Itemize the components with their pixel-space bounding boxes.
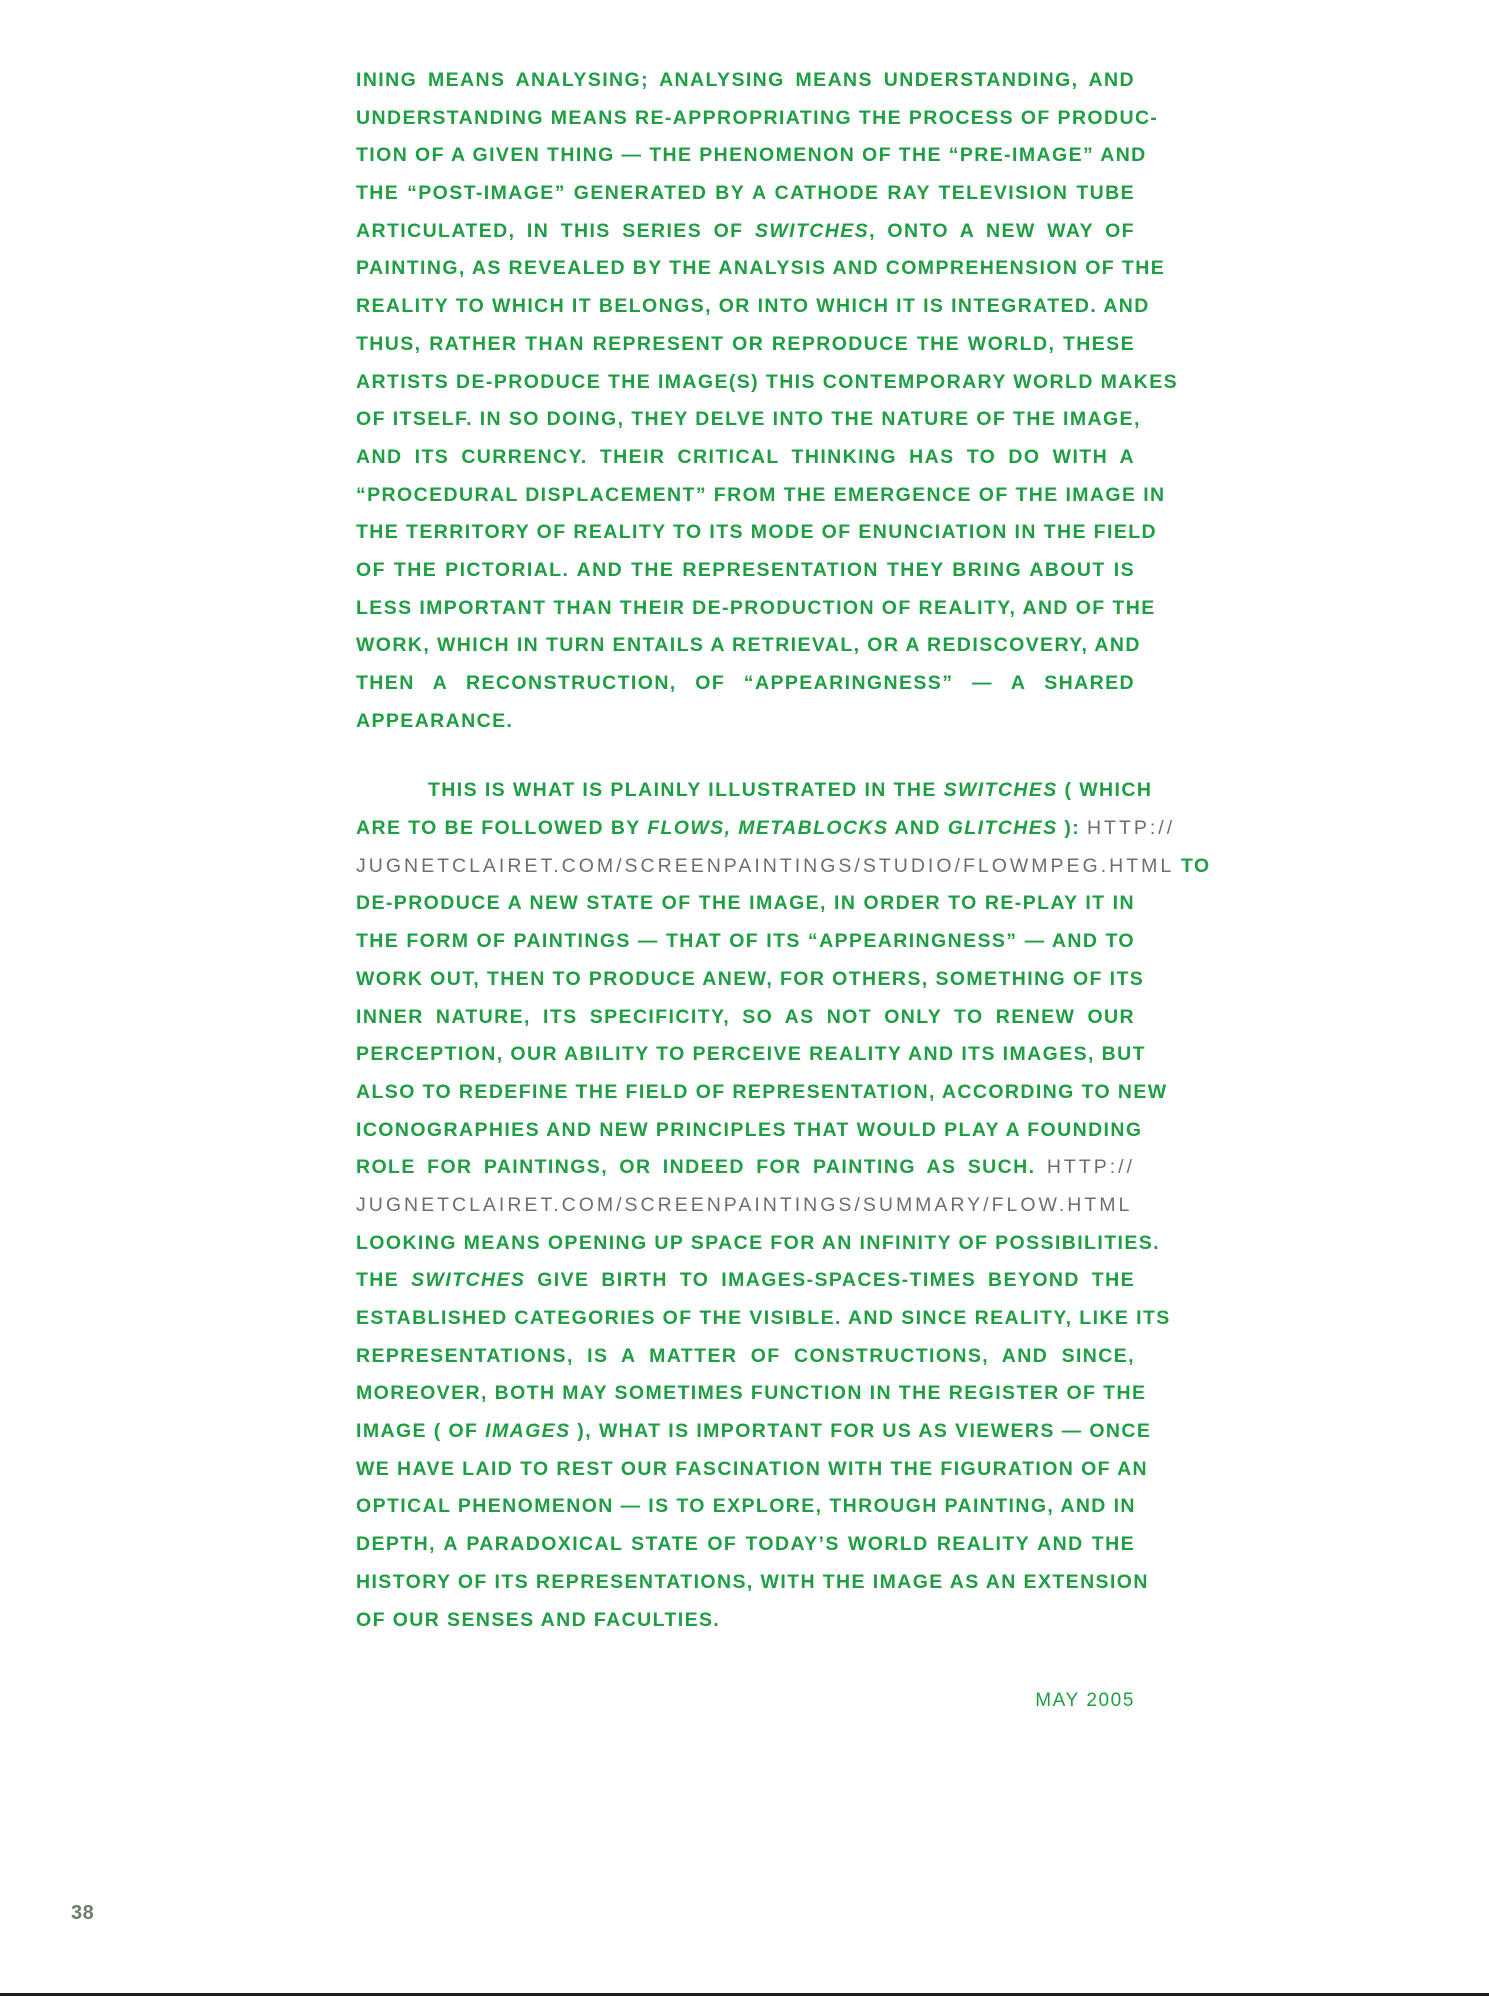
text-line (356, 514, 1158, 552)
text-run: THE TERRITORY OF REALITY TO ITS MODE OF ENUNCIATION IN THE FIELD (356, 521, 1158, 544)
text-line (356, 1074, 1168, 1112)
text-line (356, 703, 1135, 741)
text-run: REALITY TO WHICH IT BELONGS, OR INTO WHICH IT IS INTEGRATED. AND (356, 295, 1150, 318)
text-line (356, 552, 1135, 590)
text-run: INING MEANS ANALYSING; ANALYSING MEANS UNDERSTANDING, AND (356, 69, 1135, 91)
text-line (356, 1564, 1149, 1602)
text-run: THE (356, 1269, 412, 1292)
text-run: IMAGE ( OF (356, 1420, 486, 1443)
text-run: THEN A RECONSTRUCTION, OF “APPEARINGNESS” — A SHARED (356, 672, 1135, 694)
text-line (356, 1413, 1152, 1451)
text-run: ALSO TO REDEFINE THE FIELD OF REPRESENTATION, ACCORDING TO NEW (356, 1080, 1168, 1103)
text-run: DEPTH, A PARADOXICAL STATE OF TODAY’S WORLD REALITY AND THE (356, 1533, 1135, 1556)
text-run: ARTISTS DE-PRODUCE THE IMAGE(S) THIS CONTEMPORARY WORLD MAKES (356, 370, 1179, 393)
text-line (356, 401, 1141, 439)
text-line (356, 1036, 1146, 1074)
text-line (356, 477, 1166, 515)
url-link[interactable]: HTTP:// (1046, 1156, 1135, 1179)
text-run: , ONTO A NEW WAY OF (869, 219, 1135, 242)
text-run: TO (1174, 854, 1211, 877)
text-line (356, 1526, 1135, 1564)
text-line (356, 1262, 1135, 1300)
text-run: WE HAVE LAID TO REST OUR FASCINATION WITH THE FIGURATION OF AN (356, 1457, 1149, 1480)
text-run: UNDERSTANDING MEANS RE-APPROPRIATING THE PROCESS OF PRODUC- (356, 106, 1159, 129)
text-line (356, 439, 1135, 477)
text-line (356, 1300, 1171, 1338)
text-line (356, 62, 1135, 100)
page-number: 38 (71, 1902, 95, 1924)
text-line (356, 590, 1156, 628)
text-line (356, 1451, 1149, 1489)
text-run: AND (888, 817, 948, 840)
text-run: MOREOVER, BOTH MAY SOMETIMES FUNCTION IN THE REGISTER OF THE (356, 1382, 1147, 1405)
text-run: THIS IS WHAT IS PLAINLY ILLUSTRATED IN THE (428, 779, 944, 802)
text-line (356, 326, 1135, 364)
text-run: THE FORM OF PAINTINGS — THAT OF ITS “APPEARINGNESS” — AND TO (356, 930, 1135, 953)
text-run: AND ITS CURRENCY. THEIR CRITICAL THINKING HAS TO DO WITH A (356, 445, 1135, 468)
text-line (356, 175, 1135, 213)
text-run: PERCEPTION, OUR ABILITY TO PERCEIVE REALITY AND ITS IMAGES, BUT (356, 1043, 1146, 1066)
text-run: DE-PRODUCE A NEW STATE OF THE IMAGE, IN ORDER TO RE-PLAY IT IN (356, 892, 1135, 915)
text-run: OF THE PICTORIAL. AND THE REPRESENTATION THEY BRING ABOUT IS (356, 558, 1135, 581)
text-run: ), WHAT IS IMPORTANT FOR US AS VIEWERS — ONCE (570, 1420, 1152, 1443)
text-run: HISTORY OF ITS REPRESENTATIONS, WITH THE IMAGE AS AN EXTENSION (356, 1570, 1149, 1593)
text-line (356, 1149, 1135, 1187)
text-line (356, 364, 1179, 402)
text-run: WORK, WHICH IN TURN ENTAILS A RETRIEVAL, OR A REDISCOVERY, AND (356, 634, 1141, 657)
text-line (356, 961, 1145, 999)
text-run: OF OUR SENSES AND FACULTIES. (356, 1608, 721, 1631)
text-run: ROLE FOR PAINTINGS, OR INDEED FOR PAINTING AS SUCH. (356, 1156, 1047, 1179)
paragraph-spacer (356, 740, 1135, 772)
body-text-column (356, 62, 1211, 1720)
text-run: ESTABLISHED CATEGORIES OF THE VISIBLE. AND SINCE REALITY, LIKE ITS (356, 1307, 1171, 1329)
text-line (356, 999, 1135, 1037)
url-link[interactable]: HTTP:// (1086, 817, 1176, 840)
text-run: ICONOGRAPHIES AND NEW PRINCIPLES THAT WOULD PLAY A FOUNDING (356, 1118, 1143, 1141)
text-run: GIVE BIRTH TO IMAGES-SPACES-TIMES BEYOND THE (525, 1269, 1135, 1292)
text-run: APPEARANCE. (356, 709, 514, 732)
text-line (356, 1488, 1135, 1526)
text-line (356, 100, 1159, 138)
text-run: PAINTING, AS REVEALED BY THE ANALYSIS AND COMPREHENSION OF THE (356, 257, 1166, 280)
text-line (356, 848, 1211, 886)
text-run: THE “POST-IMAGE” GENERATED BY A CATHODE RAY TELEVISION TUBE (356, 182, 1135, 205)
text-line (356, 772, 1153, 810)
text-run: OPTICAL PHENOMENON — IS TO EXPLORE, THROUGH PAINTING, AND IN (356, 1495, 1136, 1518)
text-run: REPRESENTATIONS, IS A MATTER OF CONSTRUCTIONS, AND SINCE, (356, 1344, 1135, 1367)
paragraph-2 (356, 772, 1211, 1639)
italic-title: SWITCHES (943, 779, 1058, 802)
text-run: LESS IMPORTANT THAN THEIR DE-PRODUCTION OF REALITY, AND OF THE (356, 596, 1156, 619)
text-line (356, 627, 1141, 665)
text-line (356, 288, 1150, 326)
italic-title: GLITCHES (947, 817, 1058, 840)
text-run: ARE TO BE FOLLOWED BY (356, 817, 648, 840)
text-run: TION OF A GIVEN THING — THE PHENOMENON OF THE “PRE-IMAGE” AND (356, 144, 1147, 167)
italic-title: SWITCHES (754, 219, 870, 242)
text-run: LOOKING MEANS OPENING UP SPACE FOR AN INFINITY OF POSSIBILITIES. (356, 1231, 1160, 1254)
text-line (356, 810, 1176, 848)
text-line (356, 250, 1166, 288)
italic-title: FLOWS, METABLOCKS (647, 817, 889, 840)
text-line (356, 1112, 1143, 1150)
text-line (356, 665, 1135, 703)
text-line (356, 1375, 1147, 1413)
text-run: ARTICULATED, IN THIS SERIES OF (356, 219, 755, 242)
text-run: THUS, RATHER THAN REPRESENT OR REPRODUCE THE WORLD, THESE (356, 332, 1135, 355)
text-line (356, 885, 1135, 923)
text-run: WORK OUT, THEN TO PRODUCE ANEW, FOR OTHERS, SOMETHING OF ITS (356, 967, 1145, 990)
url-link[interactable]: JUGNETCLAIRET.COM/SCREENPAINTINGS/STUDIO/FLOWMPEG.HTML (356, 854, 1175, 877)
italic-title: IMAGES (485, 1420, 571, 1443)
paragraph-1 (356, 62, 1179, 740)
text-line (356, 1225, 1160, 1263)
text-line (356, 923, 1135, 961)
text-line (356, 137, 1147, 175)
url-link[interactable]: JUGNETCLAIRET.COM/SCREENPAINTINGS/SUMMARY/FLOW.HTML (356, 1193, 1133, 1216)
text-line (356, 1602, 1135, 1640)
text-run: OF ITSELF. IN SO DOING, THEY DELVE INTO THE NATURE OF THE IMAGE, (356, 408, 1141, 431)
text-run: ( WHICH (1057, 779, 1153, 802)
text-run: ): (1057, 817, 1087, 840)
text-line (356, 1187, 1135, 1225)
text-line (356, 1338, 1135, 1376)
date-signature: MAY 2005 (1035, 1690, 1135, 1712)
italic-title: SWITCHES (411, 1269, 526, 1292)
text-run: “PROCEDURAL DISPLACEMENT” FROM THE EMERGENCE OF THE IMAGE IN (356, 483, 1166, 506)
text-run: INNER NATURE, ITS SPECIFICITY, SO AS NOT ONLY TO RENEW OUR (356, 1005, 1135, 1028)
text-line (356, 213, 1135, 251)
